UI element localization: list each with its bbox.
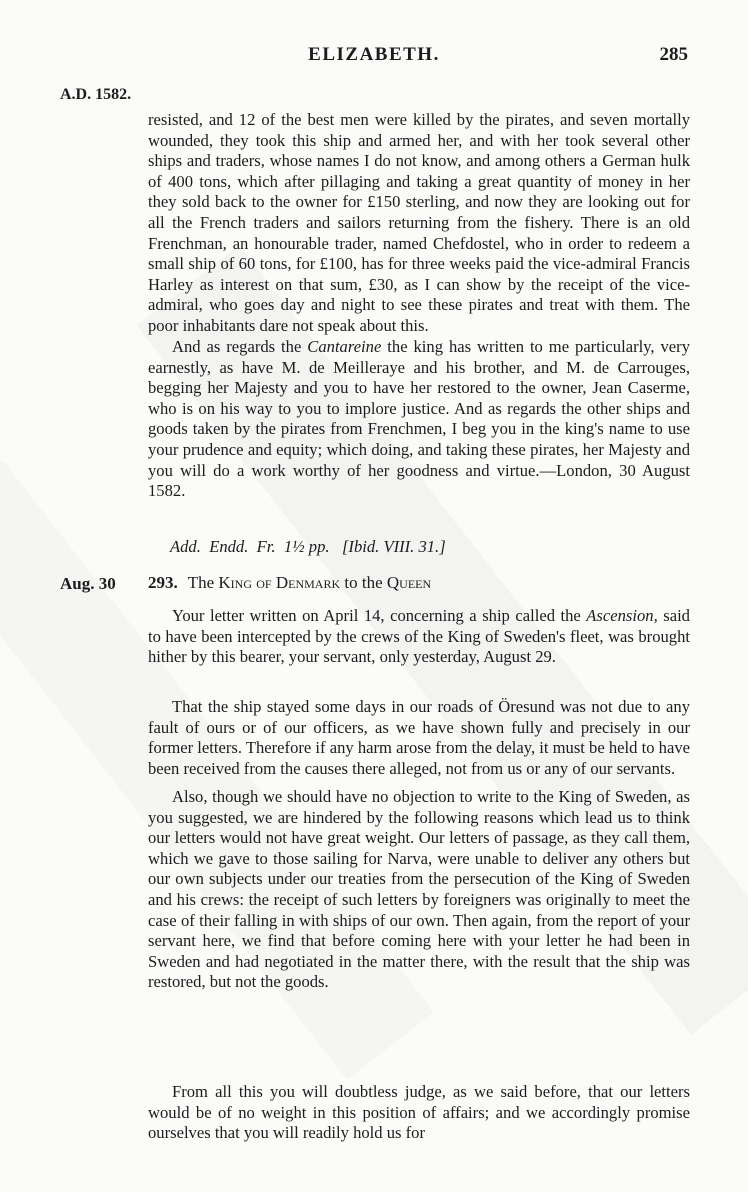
ship-name-cantareine: Cantareine (307, 337, 382, 356)
paragraph-conclusion: From all this you will doubtless judge, as we said before, that our letters would be of no weight in this position of affairs; and we accordingly promise ourselves that you will readily hold us for (148, 1082, 690, 1143)
source-note: Add. Endd. Fr. 1½ pp. [Ibid. VIII. 31.] (170, 537, 446, 556)
margin-year: A.D. 1582. (60, 86, 132, 103)
paragraph-cantareine: And as regards the Cantareine the king has written to me particularly, very earnestly, as have M. de Meilleraye and his brother, and M. de Carrouges, begging her Majesty and you to have her restored to the owner, Jean Caserme, who is on his way to you to implore justice. And as regards the other ships and goods taken by the pirates from Frenchmen, I beg you in the king's name to use your prudence and equity; which doing, and taking these pirates, her Majesty and you will do a work worthy of her goodness and virtue.—London, 30 August 1582. (148, 337, 690, 501)
entry-heading: 293. The King of Denmark to the Queen (148, 573, 432, 592)
entry-number: 293. (148, 573, 178, 592)
paragraph-continued: resisted, and 12 of the best men were killed by the pirates, and seven mortally wounded, they took this ship and armed her, and with her took several other ships and traders, whose names I do not know, and among others a German hulk of 400 tons, which after pillaging and taking a great quantity of money in her they sold back to the owner for £150 sterling, and now they are looking out for all the French traders and sailors returning from the fishery. There is an old Frenchman, an honourable trader, named Chefdostel, who in order to redeem a small ship of 60 tons, for £100, has for three weeks paid the vice-admiral Francis Harley as interest on that sum, £30, as I can show by the receipt of the vice-admiral, who goes day and night to see these pirates and treat with them. The poor inhabitants dare not speak about this. (148, 110, 690, 335)
paragraph-ascension: Your letter written on April 14, concerning a ship called the Ascension, said to have been intercepted by the crews of the King of Sweden's fleet, was brought hither by this bearer, your servant, only yesterday, August 29. (148, 606, 690, 667)
page-number: 285 (659, 44, 688, 65)
margin-entry-date: Aug. 30 (60, 574, 116, 593)
ship-name-ascension: Ascension, (586, 606, 658, 625)
paragraph-oresund: That the ship stayed some days in our roads of Öresund was not due to any fault of ours or of our officers, as we have shown fully and precisely in our former letters. Therefore if any harm arose from the delay, it must be held to have been received from the causes there alleged, not from us or any of our servants. (148, 697, 690, 778)
paragraph-sweden: Also, though we should have no objection to write to the King of Sweden, as you suggested, we are hindered by the following reasons which lead us to think our letters would not have great weight. Our letters of passage, as they call them, which we gave to those sailing for Narva, were unable to deliver any others but our own subjects under our treaties from the persecution of the King of Sweden and his crews: the receipt of such letters by foreigners was originally to meet the case of their falling in with ships of our own. Then again, from the report of your servant here, we find that before coming here with your letter he had been in Sweden and had negotiated in the matter there, with the result that the ship was restored, but not the goods. (148, 787, 690, 992)
running-title: ELIZABETH. (308, 44, 440, 65)
